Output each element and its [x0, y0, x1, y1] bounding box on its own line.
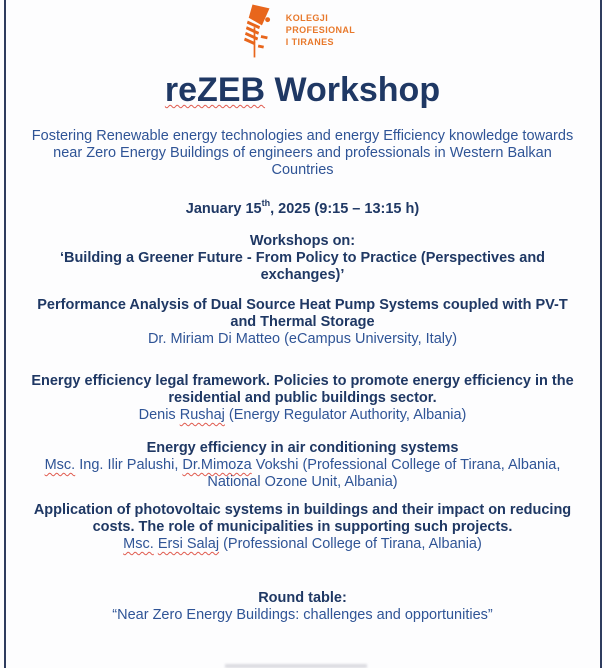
round-table-topic: “Near Zero Energy Buildings: challenges and opportunities” [112, 606, 493, 623]
session-speaker [24, 457, 581, 491]
college-logo-icon [244, 4, 278, 58]
session-title: Performance Analysis of Dual Source Heat Pump Systems coupled with PV-T and Thermal Storage [37, 296, 568, 330]
session-speaker [24, 407, 581, 424]
session-heat-pump [24, 297, 581, 348]
speaker-misspelled-word: Dr.Mimoza [182, 456, 252, 473]
speaker-misspelled-word: Msc. [123, 535, 154, 552]
speaker-misspelled-word: Ersi Salaj [157, 535, 220, 552]
session-title: Application of photovoltaic systems in buildings and their impact on reducing costs. The role of municipalities in supporting such projects. [33, 501, 572, 535]
session-air-conditioning [24, 440, 581, 491]
session-speaker [24, 331, 581, 348]
right-border-line [600, 0, 602, 668]
speaker-text: (Energy Regulator Authority, Albania) [224, 406, 467, 423]
workshops-heading: Workshops on: [249, 232, 356, 249]
date-prefix: January 15 [185, 200, 262, 217]
session-title: Energy efficiency legal framework. Policies to promote energy efficiency in the residential and public buildings sector. [31, 372, 574, 406]
speaker-text: Denis [138, 406, 180, 423]
speaker-misspelled-word: Msc. [44, 456, 76, 473]
left-border-line [4, 0, 6, 668]
speaker-text: Vokshi (Professional College of Tirana, Albania, National Ozone Unit, Albania) [207, 456, 561, 490]
workshops-heading-block [24, 233, 581, 284]
session-title: Energy efficiency in air conditioning systems [146, 439, 459, 456]
speaker-text: Dr. Miriam Di Matteo (eCampus University, Italy) [147, 330, 458, 347]
intro-paragraph: Fostering Renewable energy technologies and energy Efficiency knowledge towards near Zero Energy Buildings of engineers and professionals in Western Balkan Countries [31, 128, 574, 178]
speaker-misspelled-word: Rushaj [179, 406, 225, 423]
logo-text-line-2: PROFESIONAL [285, 25, 356, 36]
round-table-block [24, 590, 581, 624]
page-title [24, 71, 581, 109]
date-line [24, 196, 581, 218]
session-legal-framework [24, 373, 581, 424]
speaker-text: Ing. Ilir Palushi, [75, 456, 183, 473]
college-logo-text [286, 13, 355, 48]
title-word-rezeb: reZEB [164, 71, 266, 109]
logo-text-line-1: KOLEGJI [285, 13, 329, 24]
round-table-heading: Round table: [258, 589, 347, 606]
session-photovoltaic [24, 502, 581, 553]
college-logo [18, 3, 581, 59]
date-ordinal-suffix: th [261, 198, 271, 208]
speaker-text: (Professional College of Tirana, Albania) [219, 535, 482, 552]
logo-text-line-3: I TIRANES [285, 36, 334, 47]
date-suffix: , 2025 (9:15 – 13:15 h) [270, 200, 420, 217]
cutoff-text-fragment [225, 664, 367, 668]
title-word-workshop: Workshop [265, 71, 441, 109]
session-speaker [24, 536, 581, 553]
workshops-subheading: ‘Building a Greener Future - From Policy to Practice (Perspectives and exchanges)’ [59, 249, 546, 283]
